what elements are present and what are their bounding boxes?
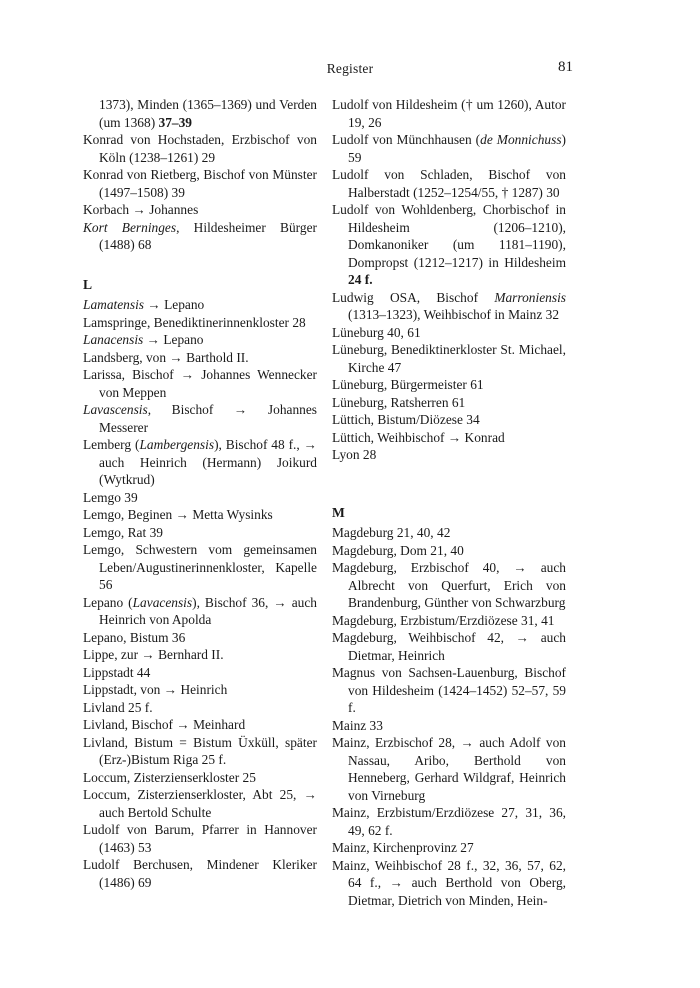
index-column-right [332, 96, 566, 909]
index-entry: Mainz, Weihbischof 28 f., 32, 36, 57, 62, 64 f., → auch Berthold von Oberg, Dietmar, Dietrich von Minden, Hein- [332, 857, 566, 908]
index-entry: Konrad von Rietberg, Bischof von Münster (1497–1508) 39 [83, 167, 317, 200]
index-entry: Magdeburg, Dom 21, 40 [332, 542, 464, 558]
index-entry: Livland, Bistum = Bistum Üxküll, später (Erz-)Bistum Riga 25 f. [83, 734, 317, 767]
index-entry: Loccum, Zisterzienserkloster 25 [83, 769, 256, 785]
index-entry: Ludolf Berchusen, Mindener Kleriker (1486) 69 [83, 857, 317, 890]
index-entry: Lüneburg, Bürgermeister 61 [332, 377, 484, 392]
index-entry: Lemgo, Schwestern vom gemeinsamen Leben/Augustinerinnenkloster, Kapelle 56 [83, 542, 317, 592]
index-entry: Lyon 28 [332, 447, 377, 462]
index-entry: Lepano, Bistum 36 [83, 629, 186, 645]
index-entry: Lüneburg 40, 61 [332, 324, 421, 340]
index-entry: Magdeburg, Erzbischof 40, → auch Albrecht von Querfurt, Erich von Brandenburg, Günther von Schwarzburg [332, 560, 566, 610]
index-entry: Konrad von Hochstaden, Erzbischof von Köln (1238–1261) 29 [83, 132, 317, 165]
index-entry: Lavascensis, Bischof → Johannes Messerer [83, 402, 317, 435]
index-entry: Larissa, Bischof → Johannes Wennecker von Meppen [83, 367, 317, 400]
index-entry: Lüneburg, Ratsherren 61 [332, 394, 466, 410]
index-entry: Magdeburg 21, 40, 42 [332, 525, 451, 540]
index-entry: Ludolf von Münchhausen (de Monnichuss) 59 [332, 132, 566, 165]
index-entry: Loccum, Zisterzienserkloster, Abt 25, → auch Bertold Schulte [83, 787, 317, 820]
index-entry: Ludolf von Wohldenberg, Chorbischof in Hildesheim (1206–1210), Domkanoniker (um 1181–1190), Dompropst (1212–1217) in Hildesheim 24 f. [332, 202, 566, 287]
index-entry: Lamatensis → Lepano [83, 297, 205, 312]
index-entry: 1373), Minden (1365–1369) und Verden (um 1368) 37–39 [99, 97, 317, 130]
index-entry: Ludwig OSA, Bischof Marroniensis (1313–1323), Weihbischof in Mainz 32 [332, 289, 566, 322]
index-entry: Magnus von Sachsen-Lauenburg, Bischof von Hildesheim (1424–1452) 52–57, 59 f. [332, 665, 566, 715]
index-entry: Landsberg, von → Barthold II. [83, 349, 249, 365]
index-entry: Lippe, zur → Bernhard II. [83, 647, 224, 662]
index-entry: Ludolf von Schladen, Bischof von Halberstadt (1252–1254/55, † 1287) 30 [332, 167, 566, 200]
index-entry: Ludolf von Hildesheim († um 1260), Autor 19, 26 [332, 97, 566, 130]
index-entry: Magdeburg, Erzbistum/Erzdiözese 31, 41 [332, 612, 555, 628]
index-entry: Livland, Bischof → Meinhard [83, 717, 246, 732]
section-letter-m: M [332, 504, 345, 520]
index-entry: Lemberg (Lambergensis), Bischof 48 f., → auch Heinrich (Hermann) Joikurd (Wytkrud) [83, 437, 317, 487]
index-entry: Mainz 33 [332, 717, 383, 733]
running-header-title: Register [326, 61, 374, 76]
left-entries-bottom [83, 296, 317, 891]
index-entry: Lemgo, Rat 39 [83, 524, 163, 540]
right-entries-bottom [332, 524, 566, 909]
index-entry: Livland 25 f. [83, 699, 153, 715]
page-number: 81 [558, 59, 573, 75]
index-entry: Korbach → Johannes [83, 202, 199, 217]
index-entry: Lüneburg, Benediktinerkloster St. Michael, Kirche 47 [332, 342, 566, 375]
index-entry: Lüttich, Bistum/Diözese 34 [332, 412, 480, 427]
index-entry: Lamspringe, Benediktinerinnenkloster 28 [83, 314, 306, 330]
index-entry: Lemgo 39 [83, 489, 138, 505]
index-entry: Lanacensis → Lepano [83, 332, 204, 347]
index-entry: Mainz, Erzbischof 28, → auch Adolf von Nassau, Aribo, Berthold von Henneberg, Gerhard Wildgraf, Heinrich von Virneburg [332, 735, 566, 803]
index-column-left [83, 96, 317, 891]
left-entries-top [83, 96, 317, 254]
index-entry: Kort Berninges, Hildesheimer Bürger (1488) 68 [83, 219, 317, 252]
index-entry: Lippstadt 44 [83, 664, 151, 680]
index-entry: Lemgo, Beginen → Metta Wysinks [83, 507, 273, 522]
section-letter-l: L [83, 276, 93, 292]
index-entry: Mainz, Erzbistum/Erzdiözese 27, 31, 36, 49, 62 f. [332, 805, 566, 838]
index-entry: Ludolf von Barum, Pfarrer in Hannover (1463) 53 [83, 822, 317, 855]
index-entry: Lippstadt, von → Heinrich [83, 682, 228, 697]
right-entries-top [332, 96, 566, 464]
index-entry: Mainz, Kirchenprovinz 27 [332, 840, 474, 855]
index-entry: Lepano (Lavacensis), Bischof 36, → auch Heinrich von Apolda [83, 594, 317, 627]
index-entry: Magdeburg, Weihbischof 42, → auch Dietmar, Heinrich [332, 630, 566, 663]
index-entry: Lüttich, Weihbischof → Konrad [332, 429, 505, 445]
